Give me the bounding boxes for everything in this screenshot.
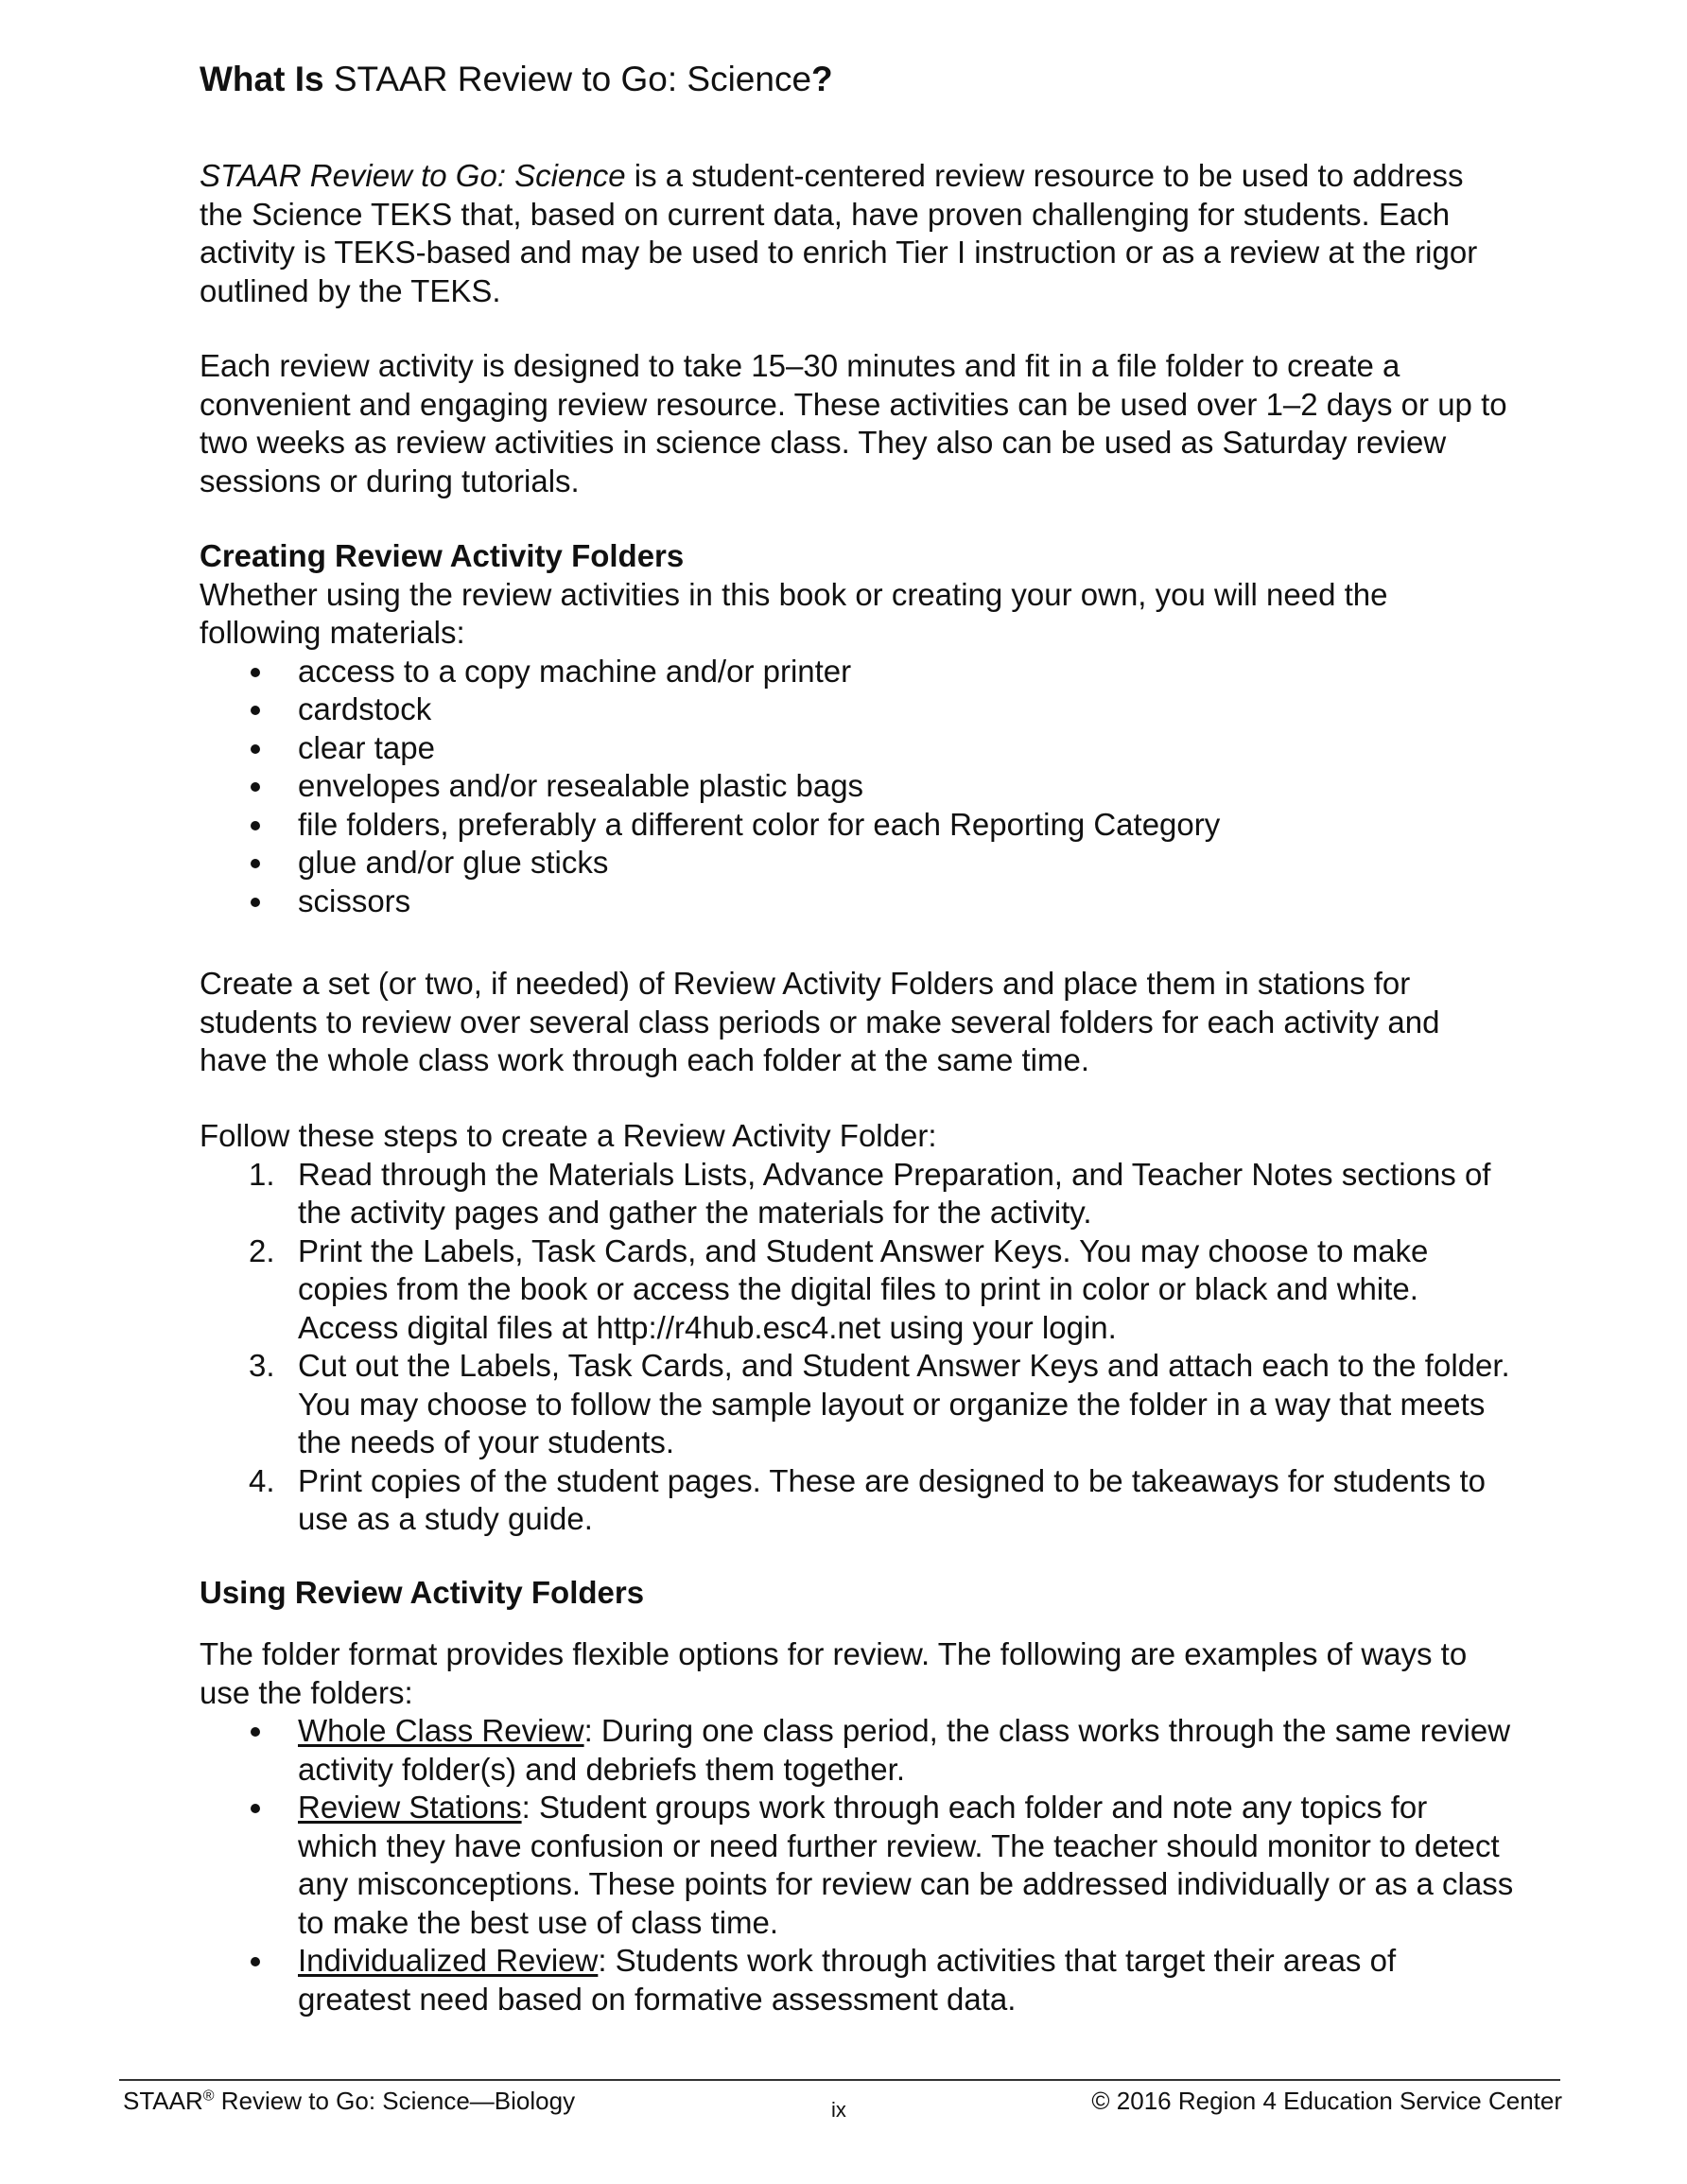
intro-paragraph-2: Each review activity is designed to take 15–30 minutes and fit in a file folder to create a convenient and engaging review resource. These activities can be used over 1–2 days or up to two weeks as review activities in science class. They also can be used as Saturday review sessions or during tutorials.: [200, 348, 1507, 498]
list-item: Individualized Review: Students work through activities that target their areas of greatest need based on formative assessment data.: [200, 1942, 1514, 2018]
list-item: 3. Cut out the Labels, Task Cards, and Student Answer Keys and attach each to the folder. You may choose to follow the sample layout or organize the folder in a way that meets the needs of your students.: [249, 1348, 1510, 1459]
list-item: 4. Print copies of the student pages. These are designed to be takeaways for students to use as a study guide.: [249, 1462, 1487, 1536]
title-name: STAAR Review to Go: Science: [333, 60, 812, 98]
registered-mark: ®: [202, 2088, 215, 2105]
option-term: Review Stations: [298, 1790, 522, 1825]
footer-copyright: © 2016 Region 4 Education Service Center: [1091, 2087, 1562, 2115]
list-item: cardstock: [200, 690, 1514, 729]
list-item: glue and/or glue sticks: [200, 844, 1514, 882]
bullet-icon: [251, 1957, 260, 1966]
creating-section: [200, 537, 1514, 920]
steps-section: [200, 1117, 1514, 1539]
footer-book-title: STAAR® Review to Go: Science—Biology: [123, 2087, 576, 2115]
stations-paragraph: Create a set (or two, if needed) of Review Activity Folders and place them in stations for students to review over several class periods or make several folders for each activity and have the whole class work through each folder at the same time.: [200, 966, 1440, 1077]
bullet-icon: [251, 744, 260, 754]
title-bold-suffix: ?: [811, 60, 833, 98]
list-item: 2. Print the Labels, Task Cards, and Student Answer Keys. You may choose to make copies from the book or access the digital files to print in color or black and white. Access digital files at http://r4hub.esc4.net using your login.: [249, 1232, 1429, 1345]
intro-paragraph-1: [200, 157, 1514, 310]
list-item: envelopes and/or resealable plastic bags: [200, 767, 1514, 806]
bullet-icon: [251, 859, 260, 868]
list-item: Whole Class Review: During one class period, the class works through the same review activity folder(s) and debriefs them together.: [200, 1712, 1514, 1789]
list-item: access to a copy machine and/or printer: [200, 653, 1514, 691]
creating-heading: Creating Review Activity Folders: [200, 538, 685, 573]
option-term: Individualized Review: [298, 1943, 599, 1978]
list-item: file folders, preferably a different color for each Reporting Category: [200, 806, 1514, 845]
bullet-icon: [251, 898, 260, 907]
creating-intro: Whether using the review activities in this book or creating your own, you will need the following materials:: [200, 576, 1388, 650]
list-item: 1. Read through the Materials Lists, Advance Preparation, and Teacher Notes sections of the activity pages and gather the materials for the activity.: [249, 1156, 1491, 1230]
using-heading-block: [200, 1574, 1514, 1613]
page-title: [200, 59, 833, 100]
using-section: [200, 1635, 1514, 2018]
steps-intro: Follow these steps to create a Review Activity Folder:: [200, 1118, 937, 1153]
materials-list: [200, 653, 1514, 921]
bullet-icon: [251, 706, 260, 715]
bullet-icon: [251, 821, 260, 830]
option-term: Whole Class Review: [298, 1713, 584, 1748]
list-item: Review Stations: Student groups work through each folder and note any topics for which they have confusion or need further review. The teacher should monitor to detect any misconceptions. These points for review can be addressed individually or as a class to make the best use of class time.: [200, 1789, 1514, 1942]
bullet-icon: [251, 782, 260, 792]
title-bold-prefix: What Is: [200, 60, 324, 98]
using-intro: The folder format provides flexible options for review. The following are examples of ways to use the folders:: [200, 1636, 1468, 1710]
options-list: [200, 1712, 1514, 2018]
using-heading: Using Review Activity Folders: [200, 1575, 645, 1610]
intro-italic-title: STAAR Review to Go: Science: [200, 158, 626, 193]
list-item: scissors: [200, 882, 1514, 921]
footer-divider: [119, 2079, 1560, 2081]
steps-list: [200, 1156, 1514, 1539]
page-number: ix: [831, 2098, 846, 2122]
bullet-icon: [251, 1804, 260, 1813]
list-item: clear tape: [200, 729, 1514, 768]
bullet-icon: [251, 1727, 260, 1737]
bullet-icon: [251, 668, 260, 677]
intro-paragraph-1-text: is a student-centered review resource to be used to address the Science TEKS that, based on current data, have proven challenging for students. Each activity is TEKS-based and may be used to enrich Tier I instruction or as a review at the rigor outlined by the TEKS.: [200, 158, 1478, 308]
